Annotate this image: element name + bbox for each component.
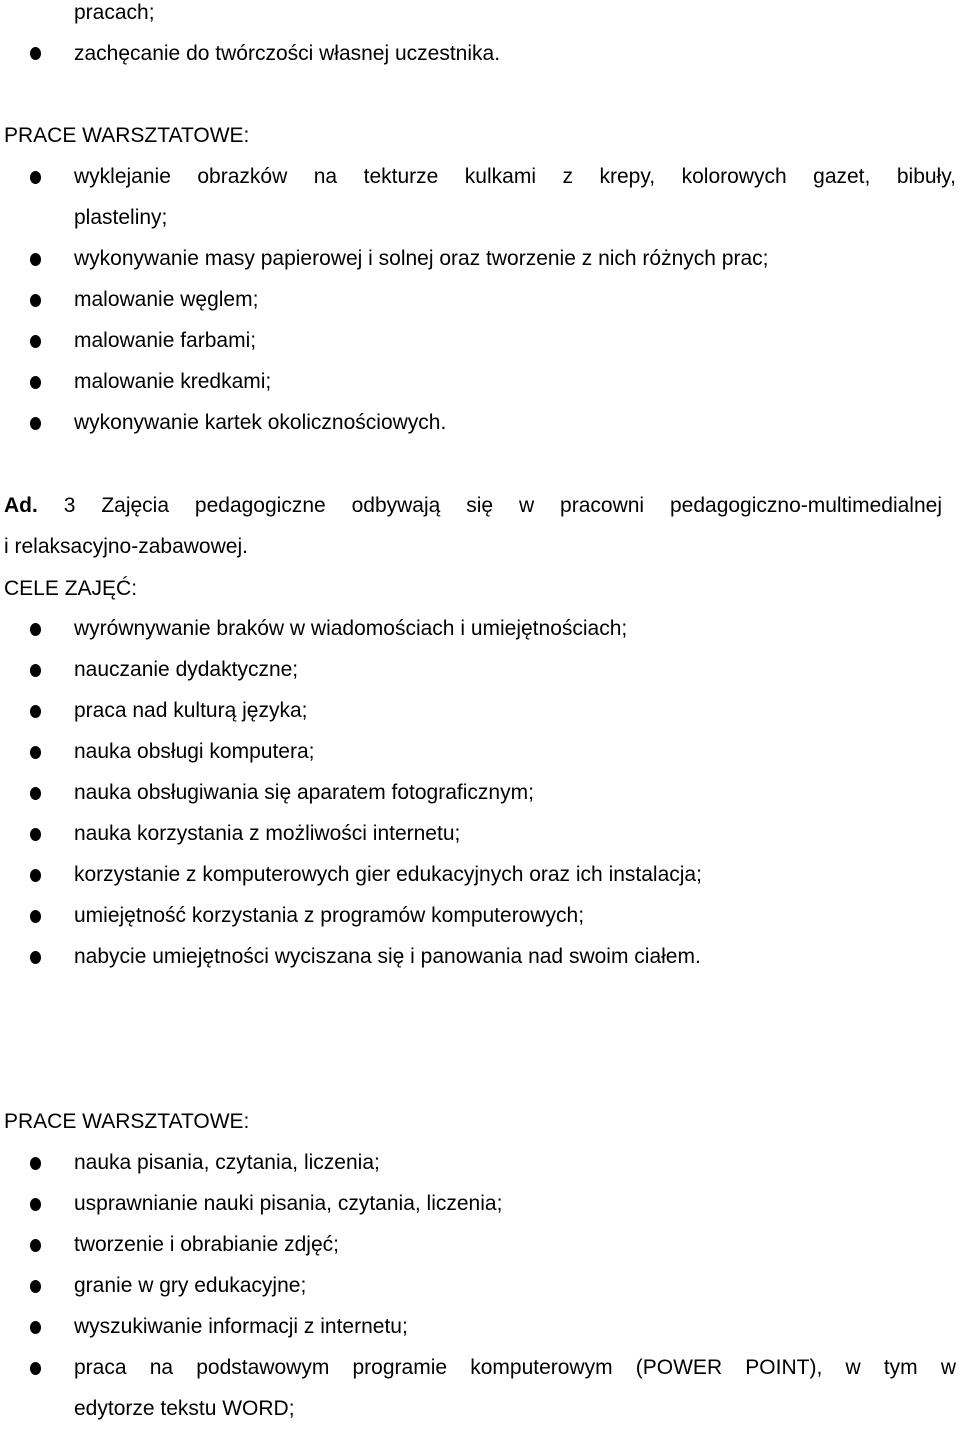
bullet-icon — [30, 1157, 41, 1170]
list-item: nauka pisania, czytania, liczenia; — [74, 1151, 380, 1174]
list-item-continuation: edytorze tekstu WORD; — [74, 1397, 295, 1420]
list-item: umiejętność korzystania z programów komputerowych; — [74, 904, 585, 927]
list-item: granie w gry edukacyjne; — [74, 1274, 307, 1297]
bullet-icon — [30, 623, 41, 636]
list-item: usprawnianie nauki pisania, czytania, liczenia; — [74, 1192, 503, 1215]
bullet-icon — [30, 828, 41, 841]
list-item: nauka korzystania z możliwości internetu; — [74, 822, 461, 845]
list-item: wyszukiwanie informacji z internetu; — [74, 1315, 408, 1338]
bullet-icon — [30, 910, 41, 923]
list-item: wyklejanie obrazków na tekturze kulkami z krepy, kolorowych gazet, bibuły, — [74, 165, 956, 188]
paragraph-ad3 — [4, 485, 942, 526]
list-item: korzystanie z komputerowych gier edukacyjnych oraz ich instalacja; — [74, 863, 702, 886]
bullet-icon — [30, 294, 41, 307]
bullet-icon — [30, 47, 41, 60]
bullet-icon — [30, 1321, 41, 1334]
bullet-icon — [30, 869, 41, 882]
bullet-icon — [30, 787, 41, 800]
list-item: malowanie kredkami; — [74, 370, 272, 393]
ad-label: Ad. — [4, 494, 38, 517]
bullet-icon — [30, 705, 41, 718]
bullet-icon — [30, 417, 41, 430]
bullet-icon — [30, 1239, 41, 1252]
list-item: nauka obsługiwania się aparatem fotograficznym; — [74, 781, 534, 804]
list-item: zachęcanie do twórczości własnej uczestnika. — [74, 42, 501, 65]
list-item: nauczanie dydaktyczne; — [74, 658, 299, 681]
list-item: wyrównywanie braków w wiadomościach i umiejętnościach; — [74, 617, 628, 640]
section-heading-goals: CELE ZAJĘĆ: — [4, 577, 138, 600]
bullet-icon — [30, 335, 41, 348]
bullet-icon — [30, 1362, 41, 1375]
section-heading-workshop: PRACE WARSZTATOWE: — [4, 1110, 250, 1133]
list-item: nauka obsługi komputera; — [74, 740, 315, 763]
bullet-icon — [30, 376, 41, 389]
list-item: malowanie węglem; — [74, 288, 259, 311]
bullet-icon — [30, 1280, 41, 1293]
list-item: malowanie farbami; — [74, 329, 257, 352]
bullet-icon — [30, 171, 41, 184]
list-item: tworzenie i obrabianie zdjęć; — [74, 1233, 339, 1256]
paragraph-ad3-line1: 3 Zajęcia pedagogiczne odbywają się w pracowni pedagogiczno-multimedialnej — [63, 494, 942, 517]
list-item: wykonywanie kartek okolicznościowych. — [74, 411, 447, 434]
section-heading-workshop: PRACE WARSZTATOWE: — [4, 124, 250, 147]
list-item: praca na podstawowym programie komputerowym (POWER POINT), w tym w — [74, 1356, 956, 1379]
paragraph-ad3-line2: i relaksacyjno-zabawowej. — [4, 535, 248, 558]
bullet-icon — [30, 746, 41, 759]
list-item: praca nad kulturą języka; — [74, 699, 308, 722]
bullet-icon — [30, 664, 41, 677]
list-item-continuation: plasteliny; — [74, 206, 168, 229]
list-item: nabycie umiejętności wyciszana się i panowania nad swoim ciałem. — [74, 945, 701, 968]
bullet-icon — [30, 1198, 41, 1211]
bullet-icon — [30, 951, 41, 964]
bullet-icon — [30, 253, 41, 266]
list-item: wykonywanie masy papierowej i solnej oraz tworzenie z nich różnych prac; — [74, 247, 769, 270]
continuation-text: pracach; — [74, 1, 155, 24]
